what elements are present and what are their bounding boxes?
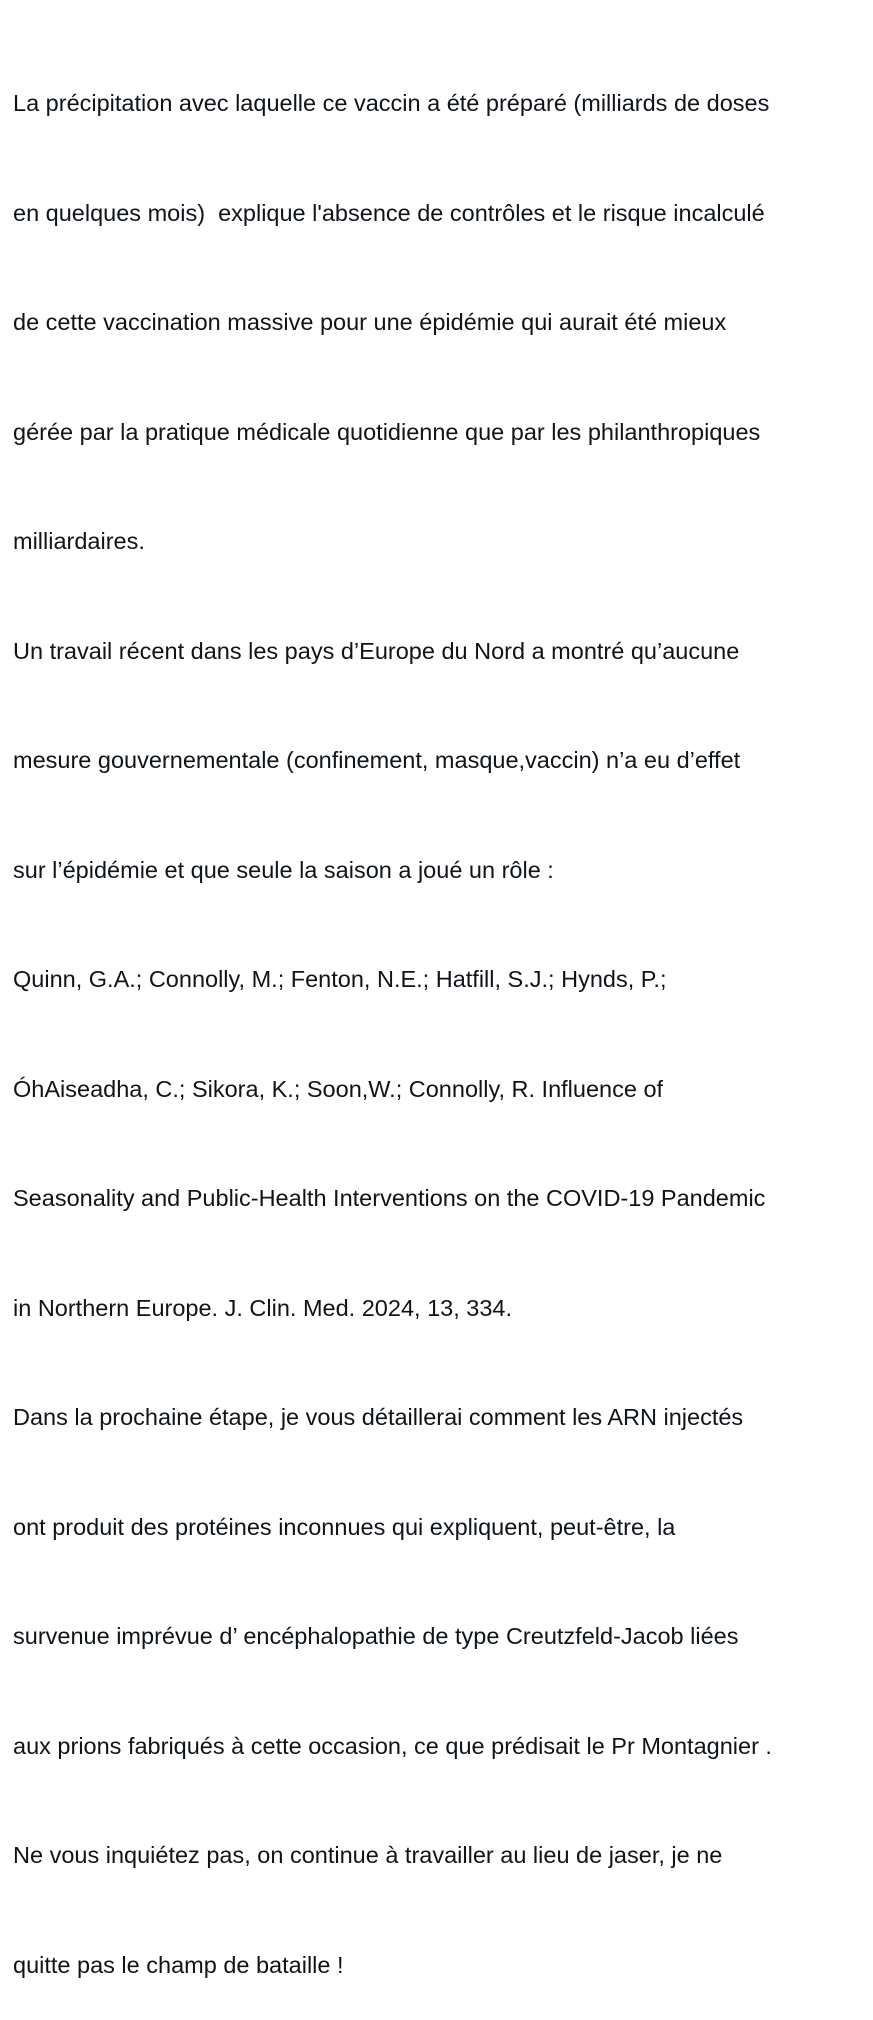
post-text-line: Dans la prochaine étape, je vous détaillerai comment les ARN injectés: [13, 1404, 744, 1430]
post-text-line: milliardaires.: [13, 528, 145, 554]
citation-line: Seasonality and Public-Health Interventions on the COVID-19 Pandemic: [13, 1185, 766, 1211]
citation-line: ÓhAiseadha, C.; Sikora, K.; Soon,W.; Connolly, R. Influence of: [13, 1075, 664, 1102]
post-text-line: de cette vaccination massive pour une épidémie qui aurait été mieux: [13, 309, 727, 335]
post-text-line: gérée par la pratique médicale quotidienne que par les philanthropiques: [13, 418, 761, 445]
post-text-line: mesure gouvernementale (confinement, masque,vaccin) n’a eu d’effet: [13, 747, 741, 773]
post-text-line: La précipitation avec laquelle ce vaccin a été préparé (milliards de doses: [13, 90, 770, 116]
post-text-line: sur l’épidémie et que seule la saison a joué un rôle :: [13, 856, 554, 883]
post-text-line: aux prions fabriqués à cette occasion, ce que prédisait le Pr Montagnier .: [13, 1732, 772, 1759]
citation-line: in Northern Europe. J. Clin. Med. 2024, 13, 334.: [13, 1294, 513, 1321]
citation-line: Quinn, G.A.; Connolly, M.; Fenton, N.E.; Hatfill, S.J.; Hynds, P.;: [13, 966, 667, 992]
post-text-line: en quelques mois) explique l'absence de contrôles et le risque incalculé: [13, 199, 765, 226]
post-text-line: quitte pas le champ de bataille !: [13, 1951, 344, 1978]
post-text-line: Ne vous inquiétez pas, on continue à travailler au lieu de jaser, je ne: [13, 1842, 723, 1868]
post-text-line: ont produit des protéines inconnues qui expliquent, peut-être, la: [13, 1513, 676, 1540]
post-text-line: Un travail récent dans les pays d’Europe du Nord a montré qu’aucune: [13, 637, 740, 664]
post-text-line: survenue imprévue d’ encéphalopathie de type Creutzfeld-Jacob liées: [13, 1623, 739, 1649]
